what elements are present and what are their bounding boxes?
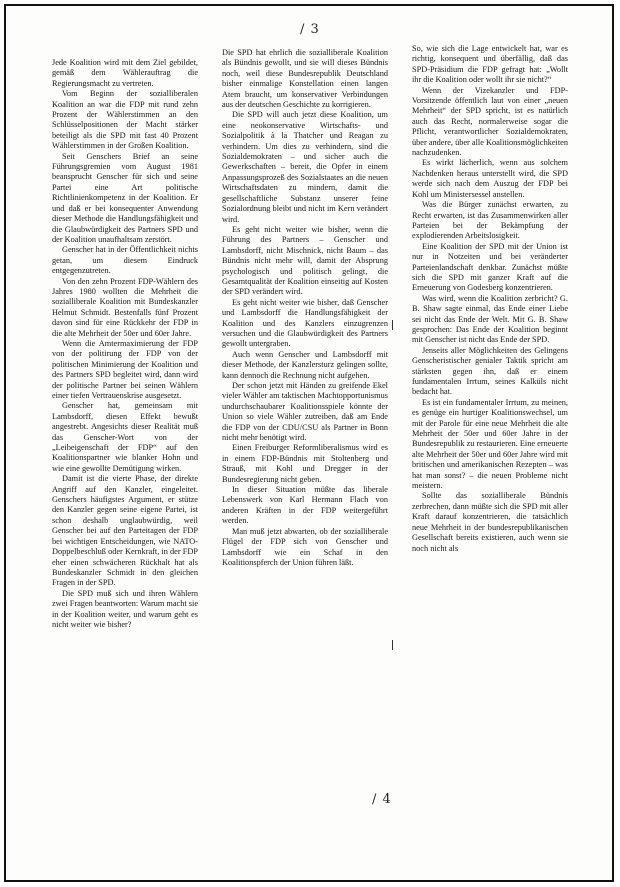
page-number-top: / 3 bbox=[300, 22, 320, 37]
paragraph: Von den zehn Prozent FDP-Wählern des Jahres 1980 wollten die Mehrheit die sozialliberale Koalition mit Bundeskanzler Helmut Schmidt. Bestenfalls fünf Prozent davon sind für eine Rückkehr der FDP in die alte Mehrheit der 50er und 60er Jahre. bbox=[52, 276, 198, 338]
paragraph: Was die Bürger zunächst erwarten, zu Recht erwarten, ist das Zusammenwirken aller Parteien bei der Bekämpfung der explodierenden Arbeitslosigkeit. bbox=[412, 200, 568, 241]
page-number-bottom: / 4 bbox=[372, 792, 392, 807]
paragraph: Es wirkt lächerlich, wenn aus solchem Nachdenken heraus unterstellt wird, die SPD werde sich nach dem Auszug der FDP bei Kohl um Ministersessel anstellen. bbox=[412, 158, 568, 199]
paragraph: Einen Freiburger Reformliberalismus wird es in einem FDP-Bündnis mit Stoltenberg und Strauß, mit Kohl und Dregger in der Bundesregierung nicht geben. bbox=[222, 443, 388, 484]
paragraph: Genscher hat in der Öffentlichkeit nichts getan, um diesem Eindruck entgegenzutreten. bbox=[52, 245, 198, 276]
paragraph: Genscher hat, gemeinsam mit Lambsdorff, diesen Effekt bewußt angestrebt. Angesichts dieser Realität muß das Genscher-Wort von der „Leibeigenschaft der FDP“ auf den Koalitionspartner wie blanker Hohn und wie eine gewollte Demütigung wirken. bbox=[52, 401, 198, 473]
paragraph: Die SPD hat ehrlich die sozialliberale Koalition als Bündnis gewollt, und sie will dieses Bündnis noch, weil diese Bundesrepublik Deutschland bisher einmalige Konstellation einen langen Atem braucht, um konservativer Verbindungen aus der deutschen Geschichte zu korrigieren. bbox=[222, 48, 388, 110]
paragraph: Vom Beginn der sozialliberalen Koalition an war die FDP mit rund zehn Prozent der Wählerstimmen an den Schlüsselpositionen der Macht stärker beteiligt als die SPD mit fast 40 Prozent Wählerstimmen in der Großen Koalition. bbox=[52, 89, 198, 151]
paragraph: Es ist ein fundamentaler Irrtum, zu meinen, es genüge ein hurtiger Koalitionswechsel, um mit der Parole für eine neue Mehrheit die alte Mehrheit der 50er und 60er Jahre in der Bundesrepublik zu restaurieren. Eine erneuerte alte Mehrheit der 50er und 60er Jahre wird mit britischen und amerikanischen Rezepten – was hat man sonst? – die neuen Probleme nicht meistern. bbox=[412, 397, 568, 491]
paragraph: Es geht nicht weiter wie bisher, daß Genscher und Lambsdorff die Handlungsfähigkeit der Koalition und des Kanzlers einzugrenzen versuchen und die Glaubwürdigkeit des Partners gewollt untergraben. bbox=[222, 297, 388, 349]
paragraph: Eine Koalition der SPD mit der Union ist nur in Notzeiten und bei veränderter Parteienlandschaft denkbar. Zunächst müßte sich die SPD mit ganzer Kraft auf die Erneuerung von Godesberg konzentrieren. bbox=[412, 241, 568, 293]
paragraph: Es geht nicht weiter wie bisher, wenn die Führung des Partners – Genscher und Lambsdorff, nicht Mischnick, nicht Baum – das Bündnis nicht mehr will, damit der Absprung psychologisch und politisch gelingt, die Gesamtqualität der Koalition einseitig auf Kosten der SPD verändert wird. bbox=[222, 224, 388, 297]
text-column-3 bbox=[412, 44, 568, 780]
paragraph: Wenn der Vizekanzler und FDP-Vorsitzende öffentlich laut von einer „neuen Mehrheit“ der SPD spricht, ist es natürlich auch das Recht, normalerweise sogar die Pflicht, verantwortlicher Sozialdemokraten, über andere, über alle Koalitionsmöglichkeiten nachzudenken. bbox=[412, 85, 568, 158]
paragraph: Wenn die Amtermaximierung der FDP von der politirung der FDP von der politischen Minimierung der Koalition und des Partners SPD begleitet wird, dann wird der politische Partner bei seinen Wählern einer tiefen Vertrauenskrise ausgesetzt. bbox=[52, 338, 198, 400]
paragraph: Der schon jetzt mit Händen zu greifende Ekel vieler Wähler am taktischen Machtopportunismus undurchschaubarer Koalitionsspiele könnte der Union so viele Wähler zutreiben, daß am Ende die FDP von der CDU/CSU als Partner in Bonn nicht mehr benötigt wird. bbox=[222, 381, 388, 443]
paragraph: Die SPD muß sich und ihren Wählern zwei Fragen beantworten: Warum macht sie in der Koalition weiter, und warum geht es nicht weiter wie bisher? bbox=[52, 588, 198, 629]
paragraph: Was wird, wenn die Koalition zerbricht? G. B. Shaw sagte einmal, das Ende einer Liebe sei nicht das Ende der Welt. Mit G. B. Shaw gesprochen: Das Ende der Koalition beginnt mit Genscher ist nicht das Ende der SPD. bbox=[412, 293, 568, 345]
paragraph: Man muß jetzt abwarten, ob der sozialliberale Flügel der FDP sich von Genscher und Lambsdorff wie ein Schaf in den Koalitionspferch der Union führen läßt. bbox=[222, 526, 388, 567]
paragraph: Die SPD will auch jetzt diese Koalition, um eine neokonservative Wirtschafts- und Sozialpolitik à la Thatcher und Reagan zu verhindern. Um dies zu verhindern, sind die Sozialdemokraten – und sicher auch die Gewerkschaften – bereit, die Opfer in einem Anpassungsprozeß des Sozialstaates an die neuen Wirtschaftsdaten zu mindern, damit die gesellschaftliche Substanz unserer feine Sozialordnung bleibt und nicht im Kern verändert wird. bbox=[222, 110, 388, 224]
column-rule bbox=[392, 640, 393, 650]
column-rule bbox=[392, 320, 393, 330]
paragraph: So, wie sich die Lage entwickelt hat, war es richtig, konsequent und überfällig, daß das SPD-Präsidium die FDP gefragt hat: „Wollt ihr die Koalition oder wollt ihr sie nicht?“ bbox=[412, 44, 568, 85]
paragraph: Damit ist die vierte Phase, der direkte Angriff auf den Kanzler, eingeleitet. Genschers häufigstes Argument, er stütze den Kanzler gegen seine eigene Partei, ist schon deshalb unglaubwürdig, weil Genscher bei auf den Parteitagen der FDP bei wichtigen Entscheidungen, wie NATO-Doppelbeschluß oder Kernkraft, in der FDP eher einen schwächeren Rückhalt hat als Bundeskanzler Schmidt in den gleichen Fragen in der SPD. bbox=[52, 474, 198, 588]
paragraph: Jenseits aller Möglichkeiten des Gelingens Genscheristischer genialer Taktik spricht am stärksten gegen ihn, daß er einem fundamentalen Irrtum, seines Kalküls nicht bedacht hat. bbox=[412, 345, 568, 397]
paragraph: Seit Genschers Brief an seine Führungsgremien vom August 1981 beansprucht Genscher für sich und seine Partei eine Art politische Richtlinienkompetenz in der Koalition. Er und daß er bei konsequenter Anwendung dieser Methode die Handlungsfähigkeit und die Glaubwürdigkeit des Partners SPD und der Koalition unaufhaltsam zerstört. bbox=[52, 151, 198, 244]
paragraph: Auch wenn Genscher und Lambsdorff mit dieser Methode, der Kanzlersturz gelingen sollte, kann dennoch die Rechnung nicht aufgehen. bbox=[222, 349, 388, 380]
paragraph: Sollte das sozialliberale Bündnis zerbrechen, dann müßte sich die SPD mit aller Kraft darauf konzentrieren, die tatsächlich neue Mehrheit in der bundesrepublikanischen Gesellschaft bereits existieren, auch wenn sie noch nicht als bbox=[412, 491, 568, 553]
paragraph: In dieser Situation müßte das liberale Lebenswerk von Karl Hermann Flach von anderen Kräften in der FDP weitergeführt werden. bbox=[222, 485, 388, 526]
text-column-2 bbox=[222, 48, 388, 776]
text-column-1 bbox=[52, 58, 198, 786]
paragraph: Jede Koalition wird mit dem Ziel gebildet, gemäß dem Wählerauftrag die Regierungsmacht zu vertreten. bbox=[52, 58, 198, 88]
